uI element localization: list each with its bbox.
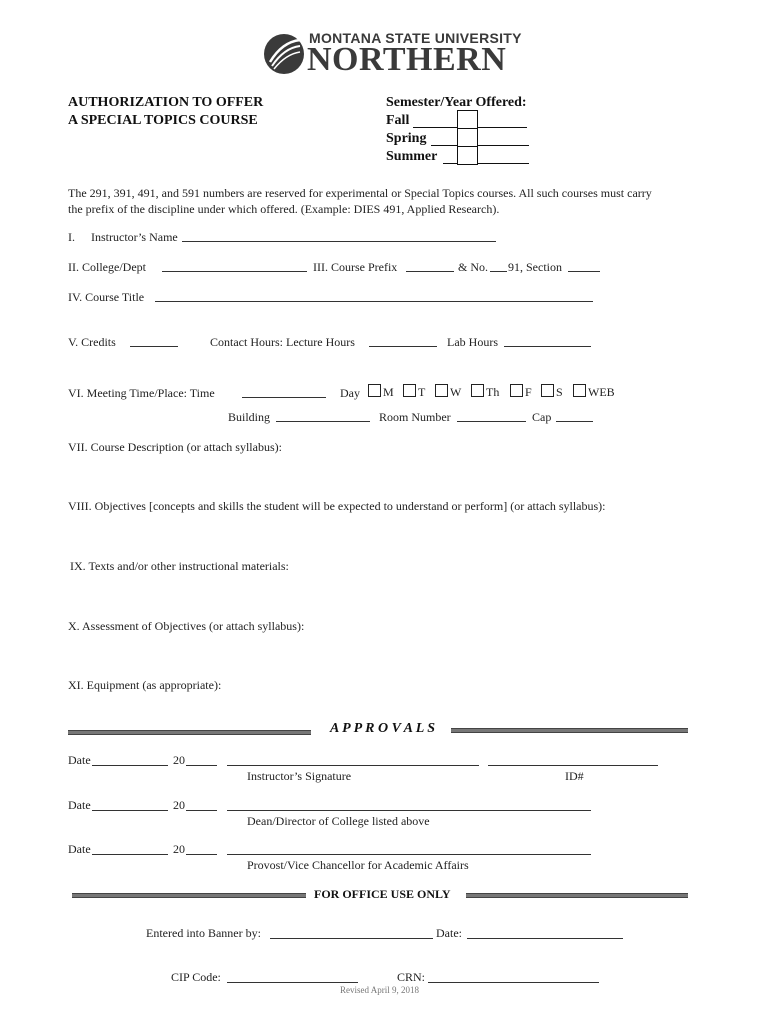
cip-code-label: CIP Code: bbox=[171, 970, 221, 984]
year-field[interactable] bbox=[186, 810, 217, 811]
lecture-hours-label: Contact Hours: Lecture Hours bbox=[210, 335, 355, 349]
dean-signature-field[interactable] bbox=[227, 810, 591, 811]
date-field[interactable] bbox=[92, 854, 168, 855]
lecture-hours-field[interactable] bbox=[369, 346, 437, 347]
crn-field[interactable] bbox=[428, 982, 599, 983]
day-th-label: Th bbox=[486, 385, 500, 399]
texts-materials-label: IX. Texts and/or other instructional materials: bbox=[70, 559, 289, 573]
semester-label: Semester/Year Offered: bbox=[386, 95, 527, 110]
form-title-line2: A SPECIAL TOPICS COURSE bbox=[68, 113, 258, 128]
day-checkbox-f[interactable] bbox=[510, 384, 532, 400]
meeting-time-field[interactable] bbox=[242, 397, 326, 398]
day-checkbox-m[interactable] bbox=[368, 384, 394, 400]
date-field[interactable] bbox=[92, 810, 168, 811]
meeting-time-label: VI. Meeting Time/Place: Time bbox=[68, 386, 215, 400]
logo-line1: MONTANA STATE UNIVERSITY bbox=[309, 30, 522, 46]
day-checkbox-t[interactable] bbox=[403, 384, 425, 400]
date-field[interactable] bbox=[92, 765, 168, 766]
dean-signature-caption: Dean/Director of College listed above bbox=[247, 814, 430, 828]
day-m-label: M bbox=[383, 385, 394, 399]
checkbox-icon bbox=[510, 384, 523, 397]
year-label: 20 bbox=[173, 842, 185, 856]
logo-emblem-icon bbox=[262, 32, 306, 76]
credits-field[interactable] bbox=[130, 346, 178, 347]
summer-checkbox[interactable] bbox=[457, 146, 478, 165]
checkbox-icon bbox=[368, 384, 381, 397]
day-t-label: T bbox=[418, 385, 426, 399]
credits-label: V. Credits bbox=[68, 335, 116, 349]
id-field[interactable] bbox=[488, 765, 658, 766]
office-rule-right bbox=[466, 893, 688, 898]
course-number-label: & No. bbox=[458, 260, 488, 274]
approvals-rule-left bbox=[68, 730, 311, 735]
cap-label: Cap bbox=[532, 410, 552, 424]
course-title-label: IV. Course Title bbox=[68, 290, 145, 304]
course-number-field[interactable] bbox=[490, 271, 507, 272]
office-date-label: Date: bbox=[436, 926, 462, 940]
form-title-line1: AUTHORIZATION TO OFFER bbox=[68, 95, 264, 110]
fall-checkbox[interactable] bbox=[457, 110, 478, 129]
college-dept-label: II. College/Dept bbox=[68, 260, 146, 274]
cap-field[interactable] bbox=[556, 421, 593, 422]
college-dept-field[interactable] bbox=[162, 271, 307, 272]
crn-label: CRN: bbox=[397, 970, 426, 984]
checkbox-icon bbox=[541, 384, 554, 397]
day-w-label: W bbox=[450, 385, 462, 399]
year-field[interactable] bbox=[186, 765, 217, 766]
day-checkbox-web[interactable] bbox=[573, 384, 615, 400]
logo-line2: NORTHERN bbox=[307, 41, 507, 78]
fall-label: Fall bbox=[386, 113, 410, 128]
spring-label: Spring bbox=[386, 131, 427, 146]
office-rule-left bbox=[72, 893, 306, 898]
equipment-label: XI. Equipment (as appropriate): bbox=[68, 678, 222, 692]
year-label: 20 bbox=[173, 798, 185, 812]
room-number-field[interactable] bbox=[457, 421, 526, 422]
provost-signature-field[interactable] bbox=[227, 854, 591, 855]
lab-hours-label: Lab Hours bbox=[447, 335, 498, 349]
day-f-label: F bbox=[525, 385, 532, 399]
office-date-field[interactable] bbox=[467, 938, 623, 939]
summer-line bbox=[443, 163, 529, 164]
section-field[interactable] bbox=[568, 271, 600, 272]
revised-date: Revised April 9, 2018 bbox=[340, 985, 419, 995]
section-i-number: I. bbox=[68, 230, 75, 244]
day-label: Day bbox=[340, 386, 360, 400]
year-label: 20 bbox=[173, 753, 185, 767]
course-prefix-field[interactable] bbox=[406, 271, 454, 272]
spring-checkbox[interactable] bbox=[457, 128, 478, 147]
date-label: Date bbox=[68, 842, 91, 856]
date-label: Date bbox=[68, 753, 91, 767]
instructor-name-label: Instructor’s Name bbox=[91, 230, 178, 244]
course-description-label: VII. Course Description (or attach syllabus): bbox=[68, 440, 282, 454]
entered-banner-field[interactable] bbox=[270, 938, 433, 939]
assessment-label: X. Assessment of Objectives (or attach syllabus): bbox=[68, 619, 305, 633]
course-title-field[interactable] bbox=[155, 301, 593, 302]
university-logo bbox=[262, 30, 522, 80]
intro-text-line1: The 291, 391, 491, and 591 numbers are reserved for experimental or Special Topics courses. All such courses must carry bbox=[68, 186, 652, 200]
id-caption: ID# bbox=[565, 769, 584, 783]
building-label: Building bbox=[228, 410, 271, 424]
checkbox-icon bbox=[573, 384, 586, 397]
entered-banner-label: Entered into Banner by: bbox=[146, 926, 261, 940]
office-use-heading: FOR OFFICE USE ONLY bbox=[314, 887, 451, 901]
room-number-label: Room Number bbox=[379, 410, 451, 424]
day-checkbox-th[interactable] bbox=[471, 384, 499, 400]
instructor-signature-caption: Instructor’s Signature bbox=[247, 769, 352, 783]
objectives-label: VIII. Objectives [concepts and skills the student will be expected to understand or perform] (or attach syllabus): bbox=[68, 499, 606, 513]
day-s-label: S bbox=[556, 385, 563, 399]
instructor-signature-field[interactable] bbox=[227, 765, 479, 766]
day-checkbox-w[interactable] bbox=[435, 384, 461, 400]
day-checkbox-s[interactable] bbox=[541, 384, 563, 400]
summer-label: Summer bbox=[386, 149, 438, 164]
day-web-label: WEB bbox=[588, 385, 615, 399]
building-field[interactable] bbox=[276, 421, 370, 422]
section-label: 91, Section bbox=[508, 260, 562, 274]
approvals-rule-right bbox=[451, 728, 688, 733]
cip-code-field[interactable] bbox=[227, 982, 358, 983]
instructor-name-field[interactable] bbox=[182, 241, 496, 242]
date-label: Date bbox=[68, 798, 91, 812]
approvals-heading: A P P R O V A L S bbox=[330, 721, 436, 736]
provost-signature-caption: Provost/Vice Chancellor for Academic Affairs bbox=[247, 858, 469, 872]
checkbox-icon bbox=[435, 384, 448, 397]
checkbox-icon bbox=[403, 384, 416, 397]
spring-line bbox=[431, 145, 529, 146]
checkbox-icon bbox=[471, 384, 484, 397]
lab-hours-field[interactable] bbox=[504, 346, 591, 347]
course-prefix-label: III. Course Prefix bbox=[313, 260, 398, 274]
intro-text-line2: the prefix of the discipline under which offered. (Example: DIES 491, Applied Research). bbox=[68, 202, 500, 216]
year-field[interactable] bbox=[186, 854, 217, 855]
